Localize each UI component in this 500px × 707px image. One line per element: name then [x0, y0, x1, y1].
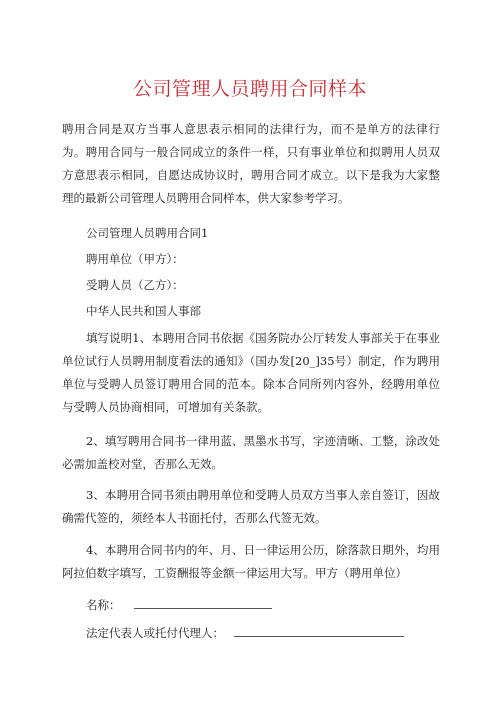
name-field-blank — [134, 596, 272, 609]
party-b-label: 受聘人员（乙方）： — [86, 278, 184, 292]
representative-field-row — [86, 622, 440, 645]
name-field-label: 名称： — [86, 598, 121, 612]
representative-field-label: 法定代表人或托付代理人： — [86, 626, 224, 640]
document-title: 公司管理人员聘用合同样本 — [132, 78, 367, 100]
party-a-label: 聘用单位（甲方）： — [86, 252, 184, 266]
note-1-paragraph: 填写说明1、本聘用合同书依据《国务院办公厅转发人事部关于在事业单位试行人员聘用制度看法的通知》（国办发[20_]35号）制定，作为聘用单位与受聘人员签订聘用合同的范本。除本合同所列内容外，经聘用单位与受聘人员协商相同，可增加有关条款。 — [62, 331, 440, 414]
representative-field-blank — [234, 624, 404, 637]
note-4-paragraph: 4、本聘用合同书内的年、月、日一律运用公历，除落款日期外，均用阿拉伯数字填写，工资酬报等金额一律运用大写。甲方（聘用单位） — [62, 543, 440, 580]
intro-paragraph: 聘用合同是双方当事人意思表示相同的法律行为，而不是单方的法律行为。聘用合同与一般合同成立的条件一样，只有事业单位和拟聘用人员双方意思表示相同，自愿达成协议时，聘用合同才成立。以下是我为大家整理的最新公司管理人员聘用合同样本，供大家参考学习。 — [62, 122, 440, 205]
note-3-paragraph: 3、本聘用合同书须由聘用单位和受聘人员双方当事人亲自签订，因故确需代签的，须经本人书面托付，否那么代签无效。 — [62, 488, 440, 525]
note-2-paragraph: 2、填写聘用合同书一律用蓝、黑墨水书写，字迹清晰、工整，涂改处必需加盖校对堂，否那么无效。 — [62, 434, 440, 471]
name-field-row — [86, 594, 440, 617]
issuer-text: 中华人民共和国人事部 — [86, 304, 201, 318]
contract-heading: 公司管理人员聘用合同1 — [86, 226, 209, 240]
